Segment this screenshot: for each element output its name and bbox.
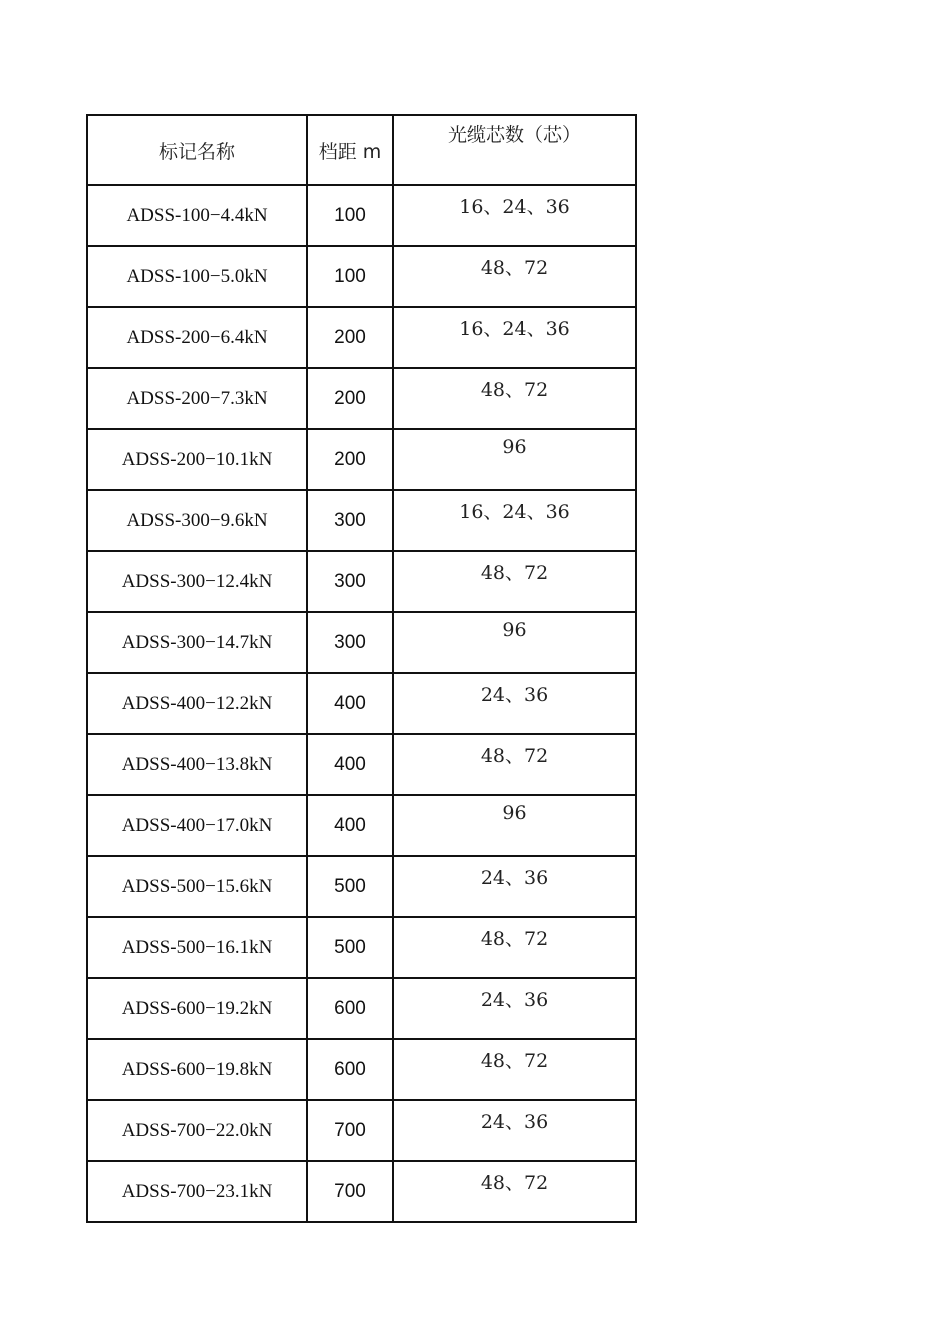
cell-fiber-cores: 16、24、36 xyxy=(393,185,636,246)
table-header-row xyxy=(87,115,636,185)
table-row xyxy=(87,1100,636,1161)
table-row xyxy=(87,429,636,490)
cell-span: 200 xyxy=(307,368,393,429)
cell-span: 400 xyxy=(307,734,393,795)
cell-marking-name: ADSS-200−7.3kN xyxy=(87,368,307,429)
cell-span: 200 xyxy=(307,307,393,368)
cell-fiber-cores: 48、72 xyxy=(393,1039,636,1100)
header-marking-name: 标记名称 xyxy=(87,115,307,185)
header-span: 档距 m xyxy=(307,115,393,185)
cell-span: 700 xyxy=(307,1100,393,1161)
cell-span: 100 xyxy=(307,246,393,307)
table-row xyxy=(87,1039,636,1100)
cell-fiber-cores: 48、72 xyxy=(393,734,636,795)
cell-fiber-cores: 48、72 xyxy=(393,1161,636,1222)
cell-fiber-cores: 24、36 xyxy=(393,978,636,1039)
cell-fiber-cores: 48、72 xyxy=(393,246,636,307)
table-row xyxy=(87,551,636,612)
header-fiber-cores: 光缆芯数（芯） xyxy=(393,115,636,185)
cell-span: 300 xyxy=(307,612,393,673)
table-row xyxy=(87,490,636,551)
cell-marking-name: ADSS-600−19.8kN xyxy=(87,1039,307,1100)
cell-fiber-cores: 96 xyxy=(393,795,636,856)
cell-marking-name: ADSS-700−22.0kN xyxy=(87,1100,307,1161)
cell-fiber-cores: 24、36 xyxy=(393,856,636,917)
cell-fiber-cores: 48、72 xyxy=(393,917,636,978)
cell-span: 300 xyxy=(307,551,393,612)
cell-fiber-cores: 48、72 xyxy=(393,368,636,429)
cell-marking-name: ADSS-200−10.1kN xyxy=(87,429,307,490)
cell-fiber-cores: 24、36 xyxy=(393,673,636,734)
cell-span: 600 xyxy=(307,1039,393,1100)
table-row xyxy=(87,673,636,734)
cell-marking-name: ADSS-100−4.4kN xyxy=(87,185,307,246)
cell-fiber-cores: 16、24、36 xyxy=(393,490,636,551)
cell-marking-name: ADSS-300−9.6kN xyxy=(87,490,307,551)
table-row xyxy=(87,307,636,368)
table-row xyxy=(87,856,636,917)
cell-fiber-cores: 96 xyxy=(393,612,636,673)
cell-marking-name: ADSS-100−5.0kN xyxy=(87,246,307,307)
cell-span: 700 xyxy=(307,1161,393,1222)
cell-span: 300 xyxy=(307,490,393,551)
table-row xyxy=(87,734,636,795)
table-row xyxy=(87,368,636,429)
table-row xyxy=(87,917,636,978)
table-row xyxy=(87,246,636,307)
cell-span: 100 xyxy=(307,185,393,246)
cell-fiber-cores: 96 xyxy=(393,429,636,490)
table-row xyxy=(87,1161,636,1222)
cell-marking-name: ADSS-700−23.1kN xyxy=(87,1161,307,1222)
table-row xyxy=(87,612,636,673)
cell-fiber-cores: 24、36 xyxy=(393,1100,636,1161)
cell-span: 500 xyxy=(307,856,393,917)
cell-span: 200 xyxy=(307,429,393,490)
cell-marking-name: ADSS-200−6.4kN xyxy=(87,307,307,368)
cell-marking-name: ADSS-300−14.7kN xyxy=(87,612,307,673)
cell-marking-name: ADSS-300−12.4kN xyxy=(87,551,307,612)
cell-marking-name: ADSS-600−19.2kN xyxy=(87,978,307,1039)
cell-marking-name: ADSS-500−15.6kN xyxy=(87,856,307,917)
cell-marking-name: ADSS-400−12.2kN xyxy=(87,673,307,734)
cell-fiber-cores: 48、72 xyxy=(393,551,636,612)
adss-spec-table xyxy=(86,114,637,1223)
table-row xyxy=(87,795,636,856)
cell-span: 400 xyxy=(307,673,393,734)
cell-fiber-cores: 16、24、36 xyxy=(393,307,636,368)
cell-span: 400 xyxy=(307,795,393,856)
cell-span: 500 xyxy=(307,917,393,978)
cell-span: 600 xyxy=(307,978,393,1039)
table-row xyxy=(87,185,636,246)
table-row xyxy=(87,978,636,1039)
cell-marking-name: ADSS-400−17.0kN xyxy=(87,795,307,856)
cell-marking-name: ADSS-500−16.1kN xyxy=(87,917,307,978)
cell-marking-name: ADSS-400−13.8kN xyxy=(87,734,307,795)
